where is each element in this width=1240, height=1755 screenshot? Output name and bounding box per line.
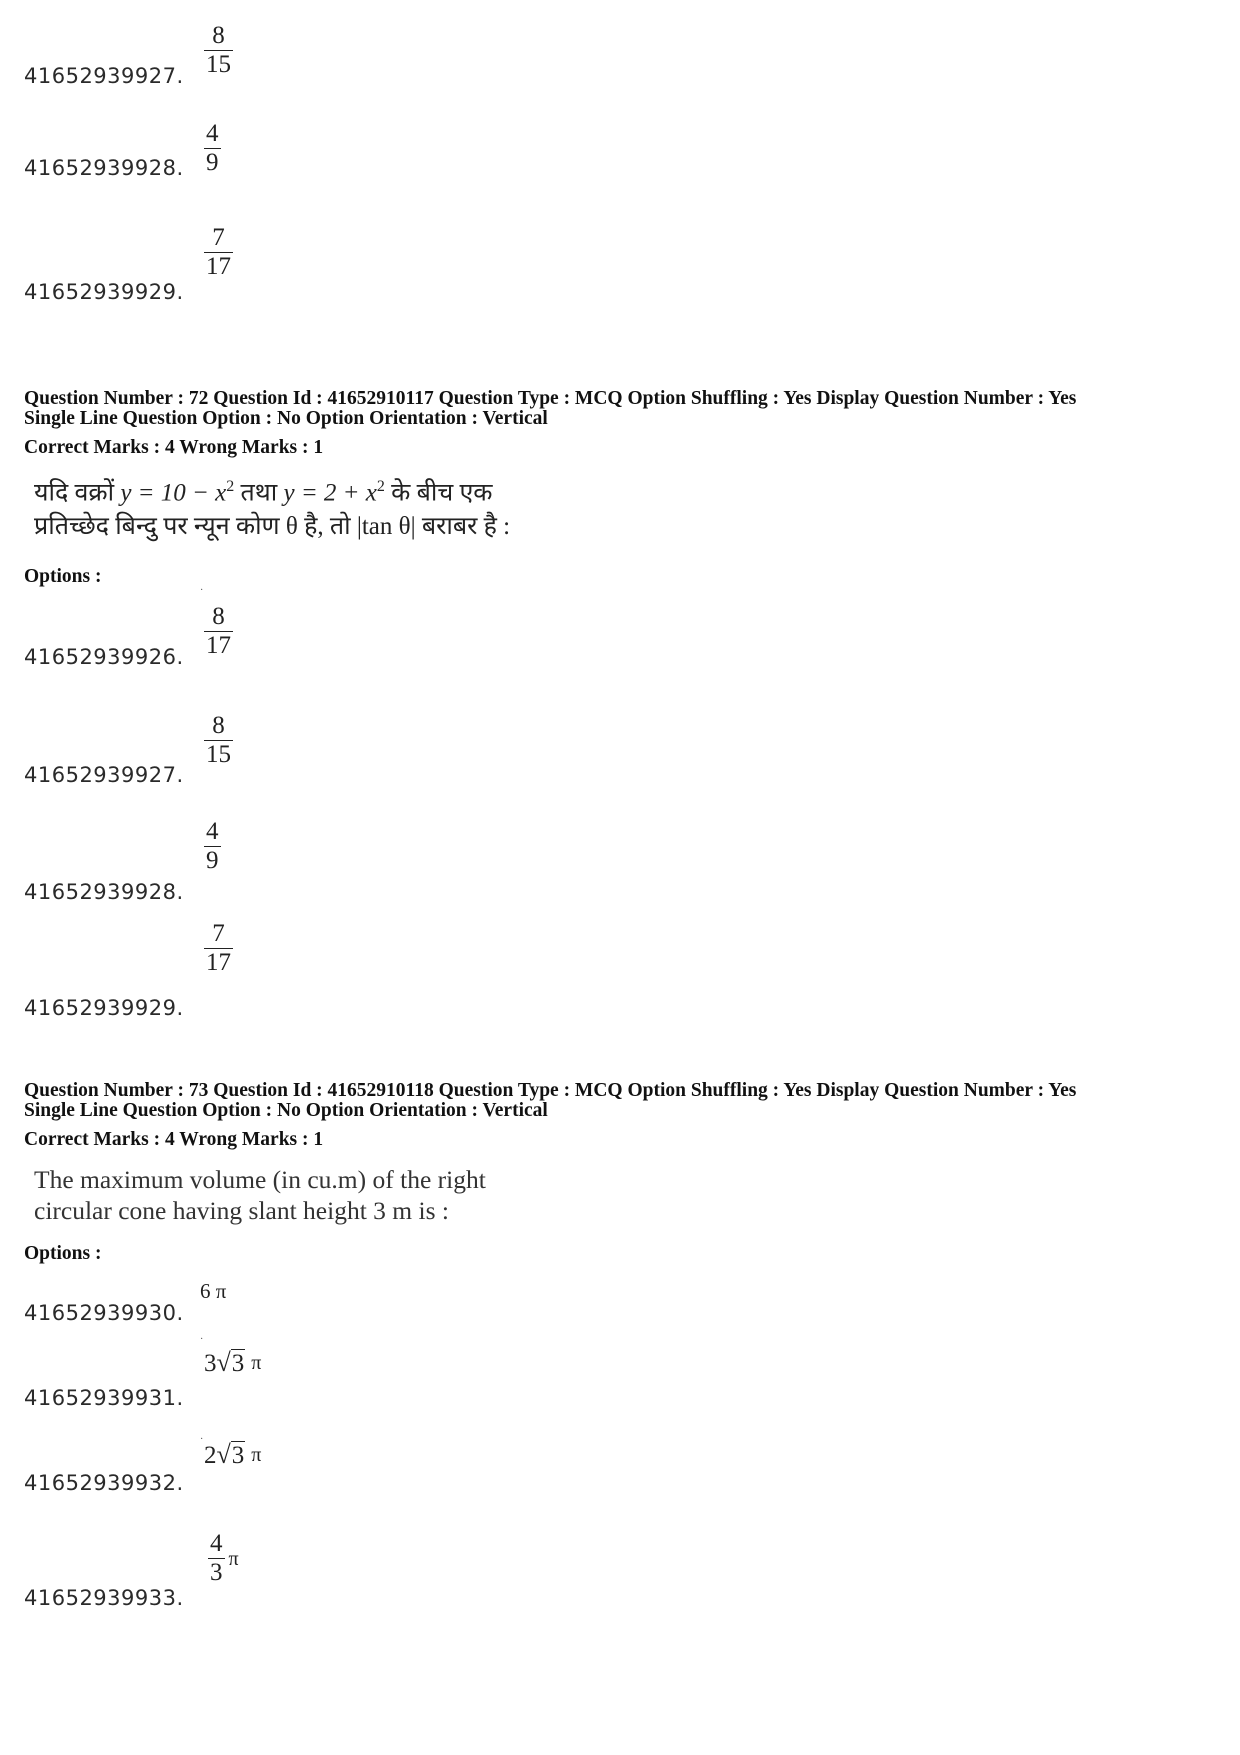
fraction [208,1530,225,1587]
option-row[interactable] [24,818,624,918]
option-row[interactable] [24,1334,624,1410]
superscript: 2 [226,478,235,495]
text-segment: प्रतिच्छेद बिन्दु पर न्यून कोण θ है, तो [34,513,357,541]
fraction-denominator: 17 [206,949,231,976]
option-value [204,818,221,875]
option-value [204,120,221,177]
fraction-numerator: 7 [212,224,225,251]
fraction [204,22,233,79]
pi-symbol: π [228,1548,239,1570]
option-id: 41652939931. [24,1386,184,1410]
fraction-numerator: 8 [212,712,225,739]
question-meta-line-1: Question Number : 72 Question Id : 41652910117 Question Type : MCQ Option Shuffling : Yes Display Question Number : Yes [24,388,1077,409]
option-id: 41652939933. [24,1586,184,1610]
option-value [204,920,233,977]
text-segment: बराबर है : [415,513,511,541]
option-row[interactable] [24,585,624,695]
question-meta-line-2: Single Line Question Option : No Option Orientation : Vertical [24,1100,548,1121]
option-value [204,22,233,79]
fraction [204,712,233,769]
option-row[interactable] [24,1275,624,1325]
option-row[interactable] [24,100,624,200]
fraction-denominator: 9 [206,149,219,176]
option-row[interactable] [24,210,624,310]
question-text-line-1: The maximum volume (in cu.m) of the right [34,1165,486,1194]
fraction-numerator: 4 [206,818,219,845]
option-row[interactable] [24,712,624,812]
square-root [217,1440,246,1470]
option-value [204,1440,261,1470]
pi-symbol: π [251,1352,262,1374]
option-id: 41652939929. [24,280,184,304]
question-text [34,1164,486,1226]
equation: y = 10 − x [120,479,227,507]
fraction [204,818,221,875]
option-row[interactable] [24,920,624,1020]
equation: y = 2 + x [283,479,377,507]
fraction [204,603,233,660]
option-row[interactable] [24,0,624,100]
text-segment: यदि वक्रों [34,479,121,507]
option-value [204,712,233,769]
radicand: 3 [231,1350,245,1377]
question-marks: Correct Marks : 4 Wrong Marks : 1 [24,1129,324,1150]
coefficient: 2 [204,1442,217,1469]
option-id: 41652939927. [24,763,184,787]
radical-sign: √ [216,1440,231,1469]
dot-mark: · [200,1434,204,1445]
option-id: 41652939926. [24,645,184,669]
equation: |tan θ| [356,513,416,541]
fraction-denominator: 17 [206,632,231,659]
question-text-line-2 [34,510,510,544]
dot-mark: · [200,1334,204,1345]
options-label: Options : [24,1243,102,1264]
question-header [24,389,1224,429]
fraction-numerator: 4 [206,120,219,147]
fraction-denominator: 17 [206,253,231,280]
option-id: 41652939932. [24,1471,184,1495]
question-marks: Correct Marks : 4 Wrong Marks : 1 [24,437,324,458]
option-id: 41652939928. [24,880,184,904]
option-value [204,1348,261,1378]
fraction-numerator: 4 [210,1530,223,1557]
superscript: 2 [376,478,385,495]
question-text [34,470,510,544]
question-text-line-1 [34,470,510,510]
fraction [204,120,221,177]
fraction-denominator: 3 [210,1559,223,1586]
fraction-numerator: 7 [212,920,225,947]
option-value [204,224,233,281]
radicand: 3 [231,1442,245,1469]
text-segment: तथा [234,479,284,507]
square-root [217,1348,246,1378]
option-id: 41652939927. [24,64,184,88]
fraction [204,920,233,977]
question-text-line-2: circular cone having slant height 3 m is : [34,1196,449,1225]
radical-sign: √ [216,1348,231,1377]
question-meta-line-2: Single Line Question Option : No Option Orientation : Vertical [24,408,548,429]
question-meta-line-1: Question Number : 73 Question Id : 41652910118 Question Type : MCQ Option Shuffling : Yes Display Question Number : Yes [24,1080,1077,1101]
fraction-numerator: 8 [212,603,225,630]
option-id: 41652939928. [24,156,184,180]
pi-symbol: π [251,1444,262,1466]
text-segment: के बीच एक [384,479,493,507]
fraction-denominator: 9 [206,847,219,874]
fraction-denominator: 15 [206,741,231,768]
fraction-numerator: 8 [212,22,225,49]
option-row[interactable] [24,1530,624,1610]
fraction [204,224,233,281]
option-id: 41652939929. [24,996,184,1020]
options-label: Options : [24,566,102,587]
option-value [204,603,233,660]
option-value: 6 π [200,1279,227,1303]
question-header [24,1081,1224,1121]
fraction-denominator: 15 [206,51,231,78]
dot-mark: · [200,585,204,596]
option-row[interactable] [24,1434,624,1495]
coefficient: 3 [204,1350,217,1377]
option-id: 41652939930. [24,1301,184,1325]
option-value [208,1530,239,1587]
